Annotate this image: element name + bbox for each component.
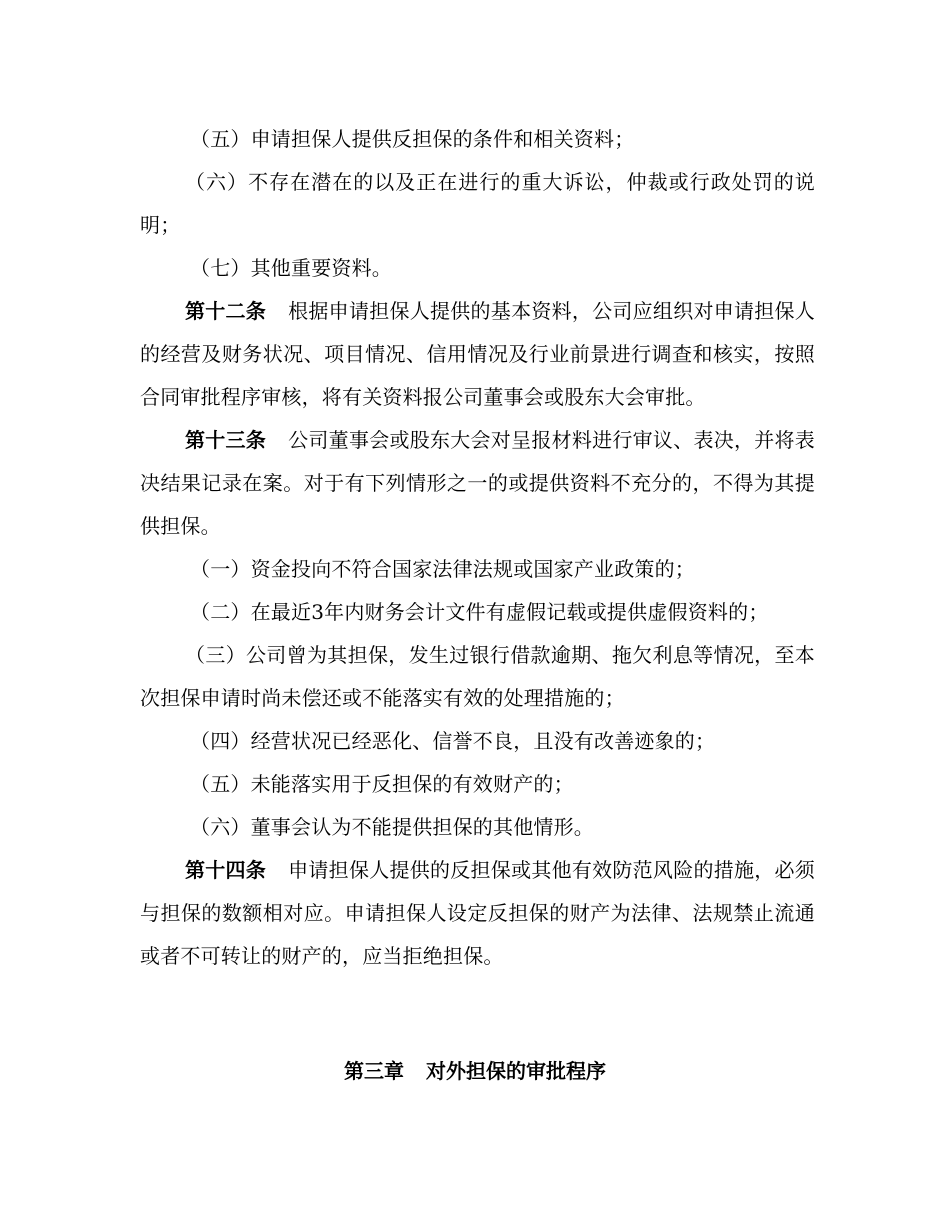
article-14-text: 申请担保人提供的反担保或其他有效防范风险的措施，必须与担保的数额相对应。申请担保人设定反担保的财产为法律、法规禁止流通或者不可转让的财产的，应当拒绝担保。 [140, 858, 815, 968]
condition-2-item: （二）在最近3年内财务会计文件有虚假记载或提供虚假资料的； [190, 600, 769, 624]
article-12-paragraph [140, 290, 815, 419]
condition-4-item: （四）经营状况已经恶化、信誉不良，且没有改善迹象的； [190, 729, 716, 753]
article-12-text: 根据申请担保人提供的基本资料，公司应组织对申请担保人的经营及财务状况、项目情况、信用情况及行业前景进行调查和核实，按照合同审批程序审核，将有关资料报公司董事会或股东大会审批。 [140, 299, 815, 409]
article-13-paragraph [140, 419, 815, 548]
condition-5-item: （五）未能落实用于反担保的有效财产的； [190, 772, 574, 796]
chapter-number: 第三章 [344, 1059, 404, 1083]
chapter-title: 对外担保的审批程序 [426, 1059, 606, 1083]
article-14-paragraph [140, 849, 815, 978]
condition-6-item: （六）董事会认为不能提供担保的其他情形。 [190, 815, 594, 839]
article-13-text: 公司董事会或股东大会对呈报材料进行审议、表决，并将表决结果记录在案。对于有下列情形之一的或提供资料不充分的，不得为其提供担保。 [140, 428, 815, 538]
clause-5-paragraph: （五）申请担保人提供反担保的条件和相关资料； [190, 127, 635, 151]
article-14-label: 第十四条 [185, 858, 267, 882]
clause-7-paragraph: （七）其他重要资料。 [190, 256, 392, 280]
document-body [140, 118, 815, 978]
chapter-heading [0, 1050, 950, 1093]
article-12-label: 第十二条 [185, 299, 267, 323]
condition-1-item: （一）资金投向不符合国家法律法规或国家产业政策的； [190, 557, 695, 581]
article-13-label: 第十三条 [185, 428, 267, 452]
clause-6-paragraph: （六）不存在潜在的以及正在进行的重大诉讼，仲裁或行政处罚的说明； [140, 170, 815, 237]
condition-3-item: （三）公司曾为其担保，发生过银行借款逾期、拖欠利息等情况，至本次担保申请时尚未偿还或不能落实有效的处理措施的； [140, 643, 815, 710]
